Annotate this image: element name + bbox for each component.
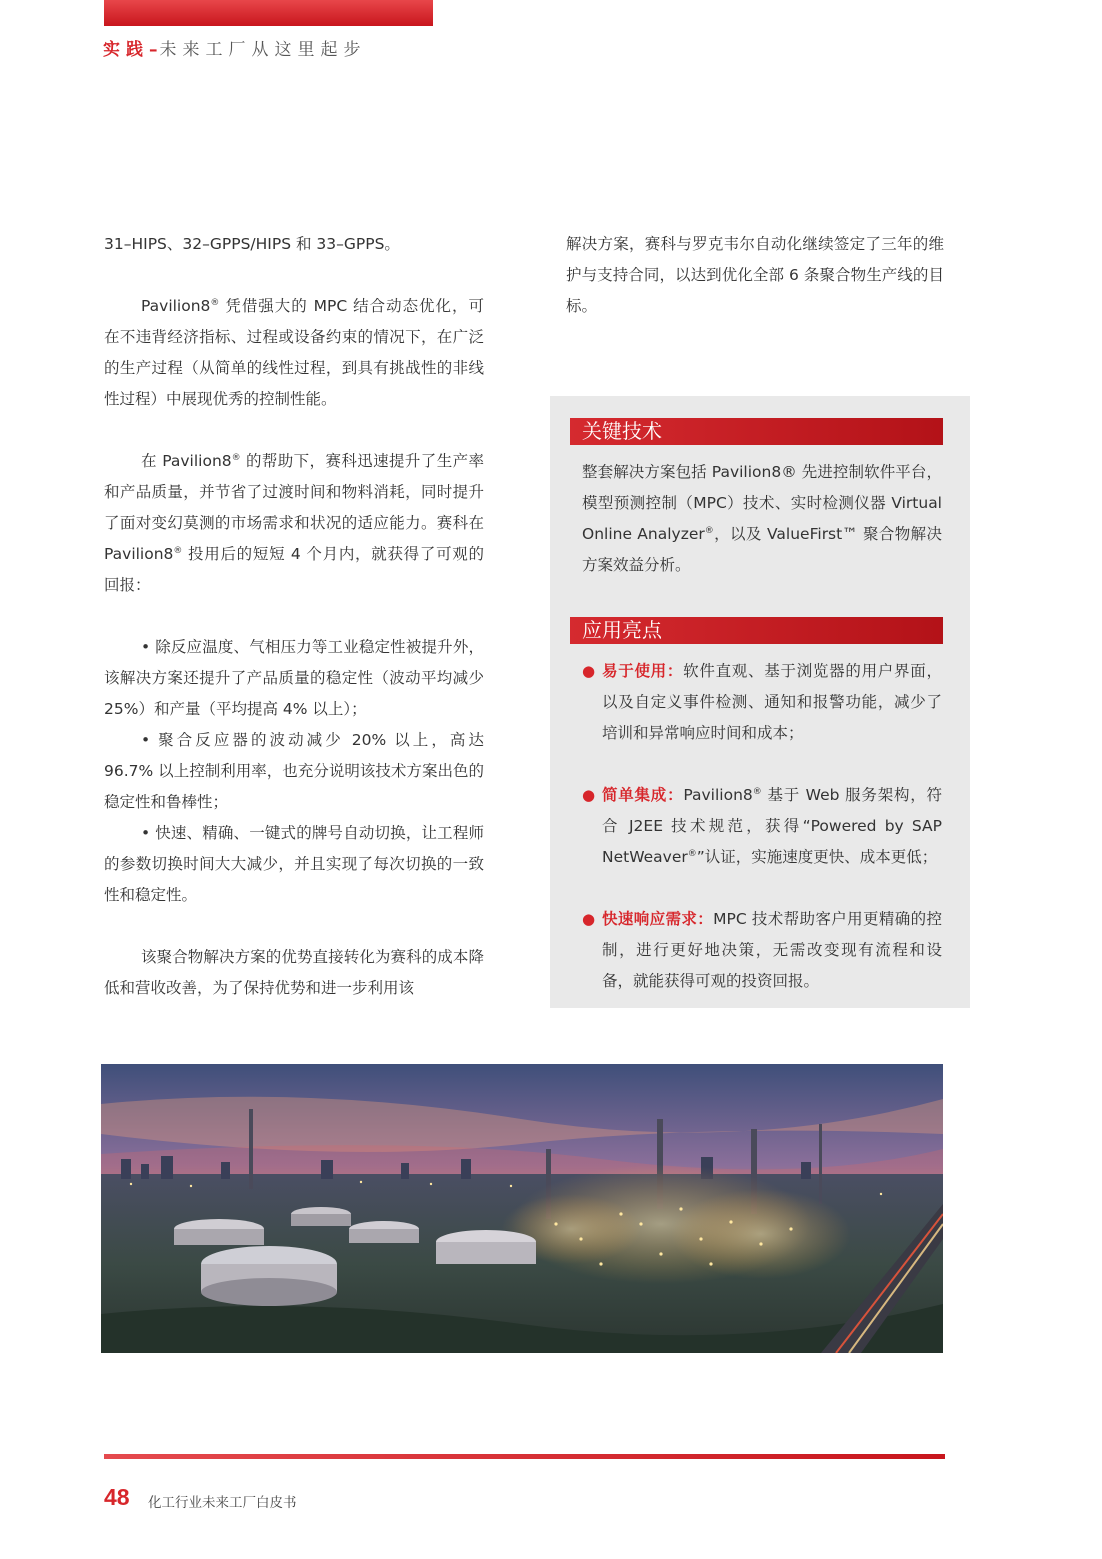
- section-separator: –: [149, 40, 160, 60]
- highlight-simple-integration: ● 简单集成：Pavilion8® 基于 Web 服务架构，符合 J2EE 技术规范，获得“Powered by SAP NetWeaver®”认证，实施速度更快、成本更低；: [582, 780, 942, 873]
- bullet-dot-icon: ●: [582, 786, 596, 804]
- highlights-heading: 应用亮点: [570, 617, 943, 644]
- key-tech-heading: 关键技术: [570, 418, 943, 445]
- highlight-fast-response: ● 快速响应需求：MPC 技术帮助客户用更精确的控制，进行更好地决策，无需改变现有流程和设备，就能获得可观的投资回报。: [582, 904, 942, 997]
- paragraph-pavilion-mpc: Pavilion8® 凭借强大的 MPC 结合动态优化，可在不违背经济指标、过程或设备约束的情况下，在广泛的生产过程（从简单的线性过程，到具有挑战性的非线性过程）中展现优秀的控制性能。: [104, 297, 484, 408]
- paragraph-secco-results: 在 Pavilion8® 的帮助下，赛科迅速提升了生产率和产品质量，并节省了过渡时间和物料消耗，同时提升了面对变幻莫测的市场需求和状况的适应能力。赛科在 Pavilion8® 投用后的短短 4 个月内，就获得了可观的回报：: [104, 452, 484, 594]
- bullet-dot-icon: ●: [582, 662, 596, 680]
- page-number: 48: [104, 1484, 130, 1510]
- right-text-column: [566, 229, 944, 322]
- footer-rule: [104, 1454, 945, 1459]
- publication-title: 化工行业未来工厂白皮书: [148, 1495, 297, 1511]
- paragraph-grades: 31–HIPS、32–GPPS/HIPS 和 33–GPPS。: [104, 235, 400, 253]
- bullet-reactor: • 聚合反应器的波动减少 20% 以上，高达 96.7% 以上控制利用率，也充分说明该技术方案出色的稳定性和鲁棒性；: [104, 731, 484, 811]
- section-title: 实践: [103, 40, 149, 60]
- section-header: [103, 35, 367, 60]
- refinery-photo: [101, 1064, 943, 1353]
- left-text-column: [104, 229, 484, 1004]
- section-subtitle: 未来工厂从这里起步: [159, 40, 367, 60]
- paragraph-advantage: 该聚合物解决方案的优势直接转化为赛科的成本降低和营收改善，为了保持优势和进一步利用该: [104, 948, 484, 997]
- bullet-grade-switch: • 快速、精确、一键式的牌号自动切换，让工程师的参数切换时间大大减少，并且实现了每次切换的一致性和稳定性。: [104, 824, 484, 904]
- key-tech-text: 整套解决方案包括 Pavilion8® 先进控制软件平台，模型预测控制（MPC）技术、实时检测仪器 Virtual Online Analyzer®，以及 ValueFirst™ 聚合物解决方案效益分析。: [582, 463, 942, 574]
- bullet-dot-icon: ●: [582, 910, 596, 928]
- paragraph-contract: 解决方案，赛科与罗克韦尔自动化继续签定了三年的维护与支持合同，以达到优化全部 6 条聚合物生产线的目标。: [566, 235, 944, 315]
- top-accent-bar: [104, 0, 433, 26]
- highlight-ease-of-use: ● 易于使用：软件直观、基于浏览器的用户界面，以及自定义事件检测、通知和报警功能，减少了培训和异常响应时间和成本；: [582, 656, 942, 749]
- bullet-stability: • 除反应温度、气相压力等工业稳定性被提升外，该解决方案还提升了产品质量的稳定性（波动平均减少 25%）和产量（平均提高 4% 以上）；: [104, 638, 484, 718]
